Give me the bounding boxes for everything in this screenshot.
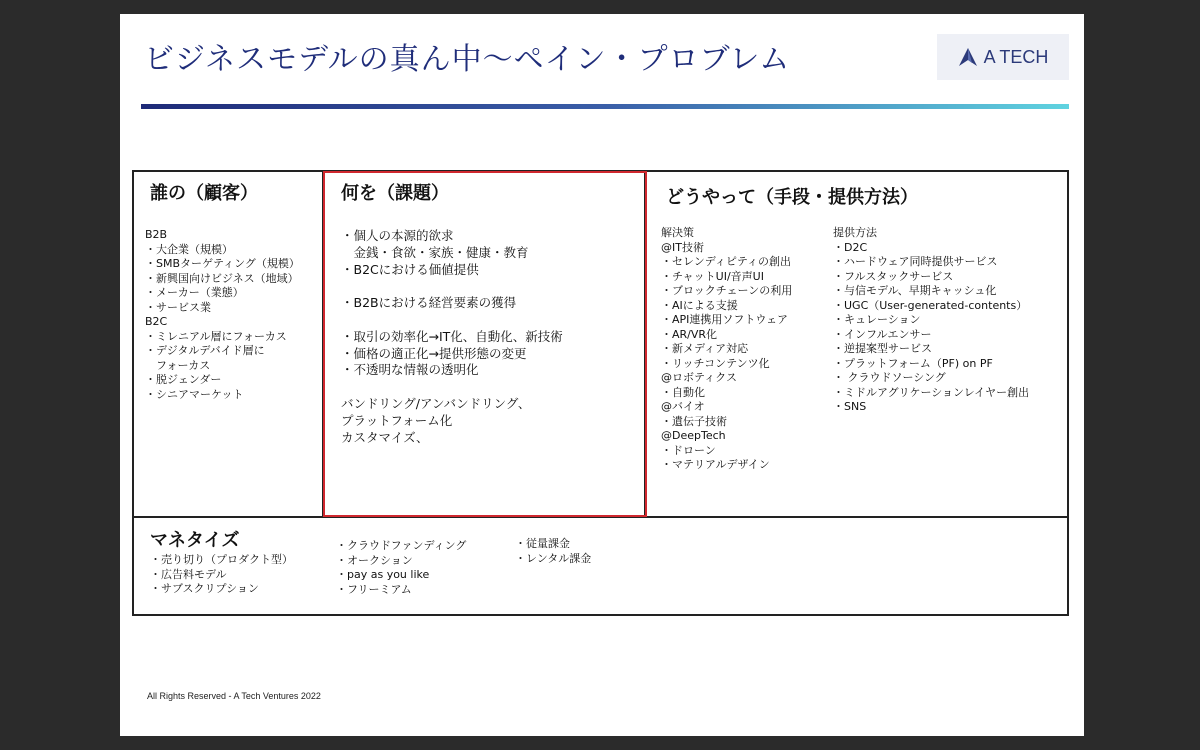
logo (937, 34, 1069, 80)
how-methods-list (833, 226, 1029, 415)
list-item: ・メーカー（業態） (145, 286, 244, 299)
what-list (341, 228, 563, 446)
list-item: ・フルスタックサービス (833, 269, 954, 283)
list-item: ・大企業（規模） (145, 242, 233, 256)
list-item: ・デジタルデバイド層に (145, 344, 265, 357)
list-item: 提供方法 (833, 226, 877, 239)
list-item: ・マテリアルデザイン (661, 458, 770, 471)
list-item: B2B (145, 228, 168, 241)
list-item: ・UGC（User-generated-contents） (833, 298, 1028, 312)
list-item: ・AIによる支援 (661, 298, 738, 312)
list-item: B2C (145, 315, 168, 328)
list-item: ・サービス業 (145, 300, 211, 314)
list-item (341, 379, 563, 396)
slide (120, 14, 1084, 736)
list-item: ・新興国向けビジネス（地域） (145, 271, 299, 285)
list-item: フォーカス (145, 358, 211, 372)
list-item: ・個人の本源的欲求 (341, 228, 454, 243)
list-item: ・プラットフォーム（PF) on PF (833, 356, 993, 370)
list-item: ・チャットUI/音声UI (661, 269, 764, 283)
list-item: @バイオ (661, 400, 705, 413)
list-item: ・セレンディピティの創出 (661, 255, 791, 268)
monetize-col3 (515, 537, 591, 566)
who-list (145, 228, 300, 402)
list-item (341, 278, 563, 295)
logo-text: A TECH (983, 46, 1049, 67)
list-item: 金銭・食欲・家族・健康・教育 (341, 244, 529, 260)
list-item: ・インフルエンサー (833, 327, 932, 341)
list-item: ・広告料モデル (150, 567, 227, 581)
list-item: ・価格の適正化→提供形態の変更 (341, 345, 527, 361)
who-heading: 誰の（顧客） (150, 183, 258, 204)
list-item: ・D2C (833, 240, 868, 254)
list-item: ・ドローン (661, 443, 716, 457)
list-item: ・ クラウドソーシング (833, 371, 946, 384)
a-tech-logo-icon (958, 47, 978, 67)
list-item: ・シニアマーケット (145, 387, 244, 401)
list-item: ・従量課金 (515, 537, 570, 550)
what-heading: 何を（課題） (341, 183, 449, 204)
list-item (341, 312, 563, 329)
list-item: ・pay as you like (336, 568, 430, 581)
footer: All Rights Reserved - A Tech Ventures 2022 (147, 691, 321, 701)
list-item: ・売り切り（プロダクト型） (150, 553, 293, 566)
list-item: ・SNS (833, 400, 867, 413)
list-item: @DeepTech (661, 429, 726, 442)
how-heading: どうやって（手段・提供方法） (666, 187, 918, 208)
list-item: ・API連携用ソフトウェア (661, 313, 788, 326)
title-rule (141, 104, 1069, 109)
list-item: ・オークション (336, 553, 413, 567)
canvas-grid (132, 170, 1069, 616)
list-item: 解決策 (661, 226, 694, 239)
monetize-col2 (336, 539, 466, 597)
list-item: ・不透明な情報の透明化 (341, 362, 479, 378)
list-item: ・取引の効率化→IT化、自動化、新技術 (341, 328, 563, 344)
slide-title: ビジネスモデルの真ん中〜ペイン・プロブレム (144, 42, 791, 77)
list-item: ・サブスクリプション (150, 582, 259, 595)
list-item: ・与信モデル、早期キャッシュ化 (833, 284, 997, 297)
list-item: ・ミレニアル層にフォーカス (145, 329, 287, 343)
list-item: ・ハードウェア同時提供サービス (833, 255, 998, 268)
list-item: ・キュレーション (833, 313, 921, 326)
list-item: ・逆提案型サービス (833, 342, 932, 355)
list-item: ・B2Bにおける経営要素の獲得 (341, 295, 517, 311)
how-solutions-list (661, 226, 792, 473)
list-item: ・AR/VR化 (661, 327, 718, 341)
list-item: ・自動化 (661, 385, 705, 399)
list-item: ・レンタル課金 (515, 551, 592, 565)
list-item: カスタマイズ、 (341, 429, 429, 445)
list-item: @IT技術 (661, 240, 704, 254)
monetize-col1 (150, 553, 293, 597)
list-item: ・新メディア対応 (661, 342, 749, 355)
list-item: ・フリーミアム (336, 582, 412, 596)
list-item: @ロボティクス (661, 371, 738, 384)
list-item: プラットフォーム化 (341, 412, 453, 428)
monetize-heading: マネタイズ (150, 530, 240, 551)
list-item: ・ブロックチェーンの利用 (661, 284, 793, 297)
list-item: ・SMBターゲティング（規模） (145, 257, 300, 270)
list-item: ・ミドルアグリケーションレイヤー創出 (833, 385, 1030, 399)
list-item: ・リッチコンテンツ化 (661, 356, 770, 370)
list-item: バンドリング/アンバンドリング、 (341, 395, 531, 411)
list-item: ・クラウドファンディング (336, 539, 467, 552)
list-item: ・B2Cにおける価値提供 (341, 261, 479, 277)
list-item: ・遺伝子技術 (661, 414, 727, 428)
list-item: ・脱ジェンダー (145, 373, 222, 386)
